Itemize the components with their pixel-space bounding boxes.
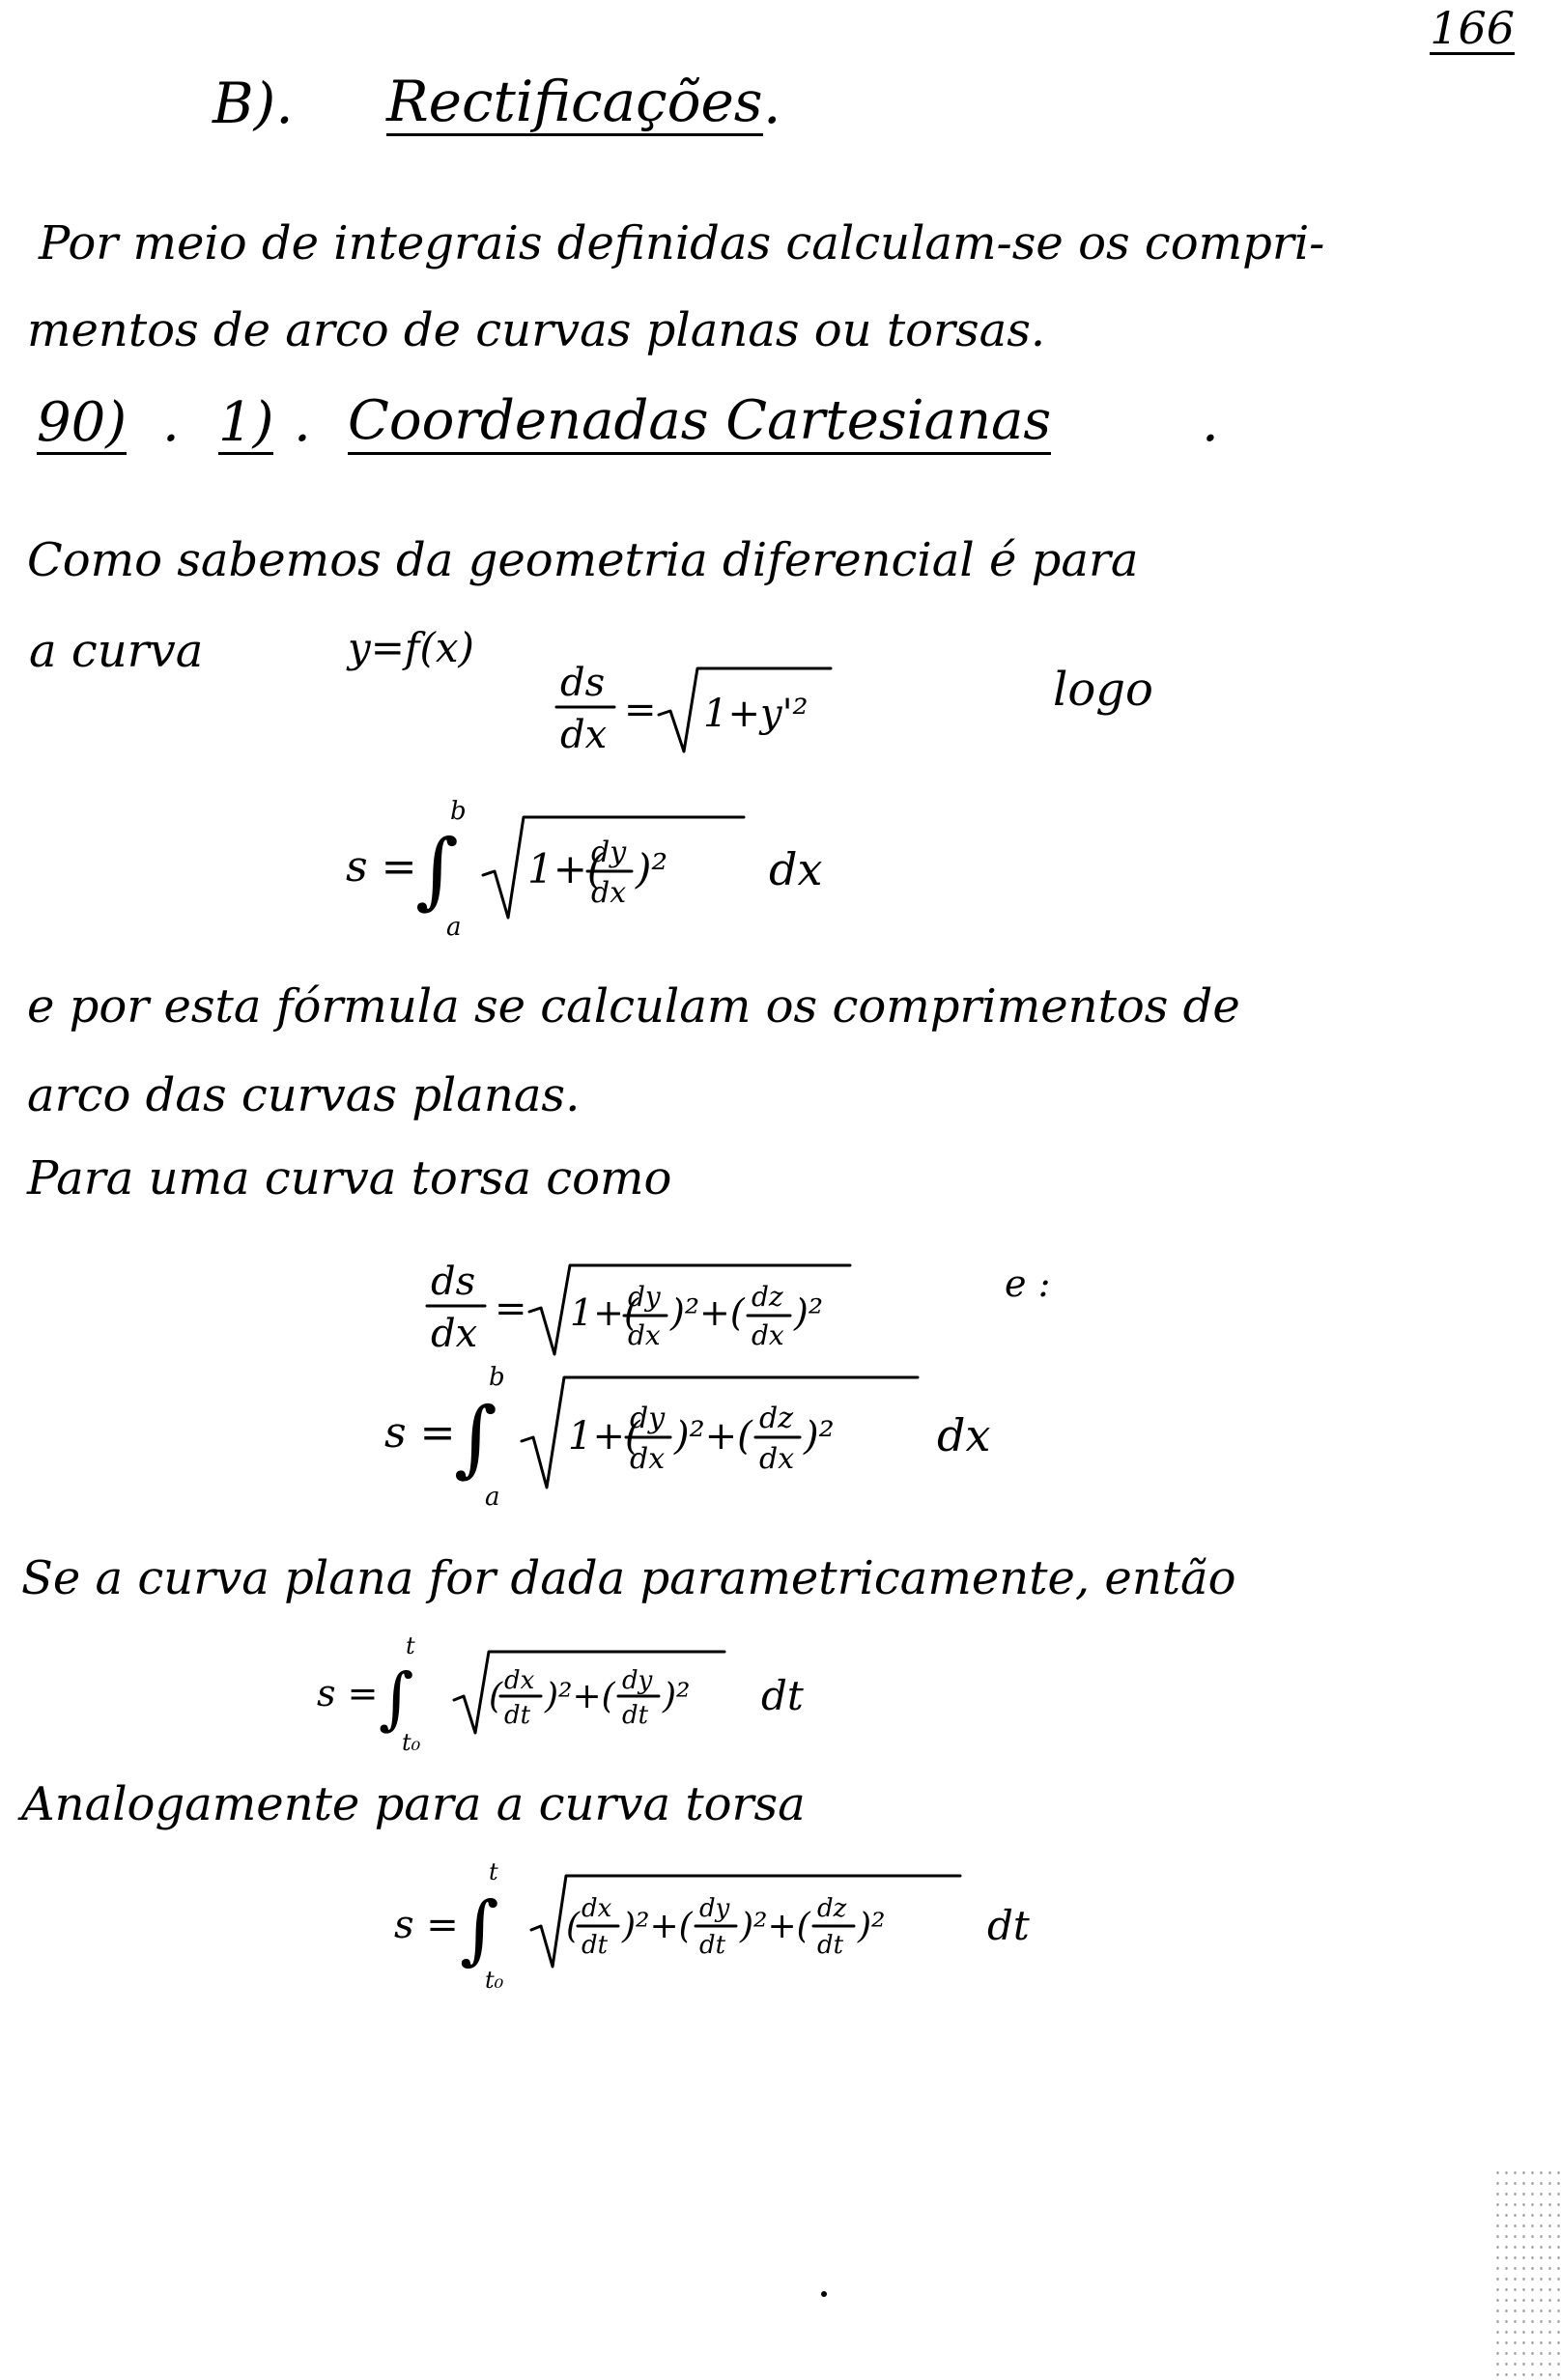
eq4-dx: dx [937,1409,991,1461]
body-line-9: Analogamente para a curva torsa [21,1777,806,1831]
eq3-close: )² [794,1291,824,1334]
eq6-dx: dx [582,1894,612,1923]
eq4-dy: dy [630,1402,666,1435]
eq2-dy: dy [591,836,627,869]
eq3-dz: dz [752,1281,783,1313]
eq4-dx1: dx [630,1442,666,1476]
eq4-lower: a [485,1483,500,1512]
eq6-dy: dy [699,1894,730,1923]
eq5-lhs: s = [317,1672,379,1714]
eq3-mid: )²+( [670,1291,745,1334]
body-line-4-logo: logo [1053,663,1153,717]
eq2-dx-den: dx [591,876,627,910]
eq4-lhs: s = [384,1408,456,1458]
section-title-dot: . [763,71,781,136]
intro-line-1: Por meio de integrais definidas calculam-se os compri- [39,216,1325,270]
eq1-radicand: 1+y'² [703,692,809,736]
eq6-open: ( [566,1907,581,1946]
eq5-mid: )²+( [545,1677,615,1716]
eq5-lower: t₀ [402,1729,421,1756]
eq6-dt3: dt [817,1931,844,1960]
eq3-dx2: dx [752,1319,784,1351]
eq4-upper: b [489,1363,505,1392]
subsection-dot-2: . [294,391,311,454]
scan-noise [1493,2168,1561,2380]
eq5-open: ( [489,1677,503,1716]
subsection-title-dot: . [1202,391,1219,454]
eq4-dx2: dx [759,1442,795,1476]
eq5-close: )² [663,1677,691,1716]
eq3-dx1: dx [628,1319,661,1351]
curve-definition: y=f(x) [348,624,474,671]
body-line-3: Como sabemos da geometria diferencial é para [27,533,1139,587]
eq4-integral-sign: ∫ [454,1390,497,1487]
subsection-number: 90) [37,391,128,454]
body-line-4-curve: a curva [29,624,204,678]
subsection-index: 1) [218,391,274,454]
eq2-lhs: s = [346,842,417,892]
eq6-integral-sign: ∫ [460,1886,499,1973]
body-line-6: arco das curvas planas. [27,1068,581,1122]
eq3-equals: = [495,1287,527,1331]
eq5-integral-sign: ∫ [379,1658,414,1738]
eq5-dx: dx [504,1666,535,1695]
eq2-dx: dx [769,843,823,895]
eq1-equals: = [624,688,657,732]
eq3-note: e : [1005,1262,1051,1305]
ink-speck [821,2291,827,2297]
eq3-fraction-num: ds [431,1260,476,1304]
eq5-upper: t [406,1632,415,1659]
body-line-8: Se a curva plana for dada parametricamente, então [21,1551,1236,1605]
equation-4 [377,1352,1072,1516]
eq6-dt2: dt [699,1931,726,1960]
eq2-upper: b [450,797,467,826]
eq5-dt1: dt [504,1701,531,1730]
eq5-dy: dy [622,1666,653,1695]
eq2-one-plus: 1+( [527,845,604,892]
equation-2 [338,792,937,947]
eq1-fraction-den: dx [560,713,608,757]
eq1-fraction-num: ds [560,661,606,705]
eq4-one-plus: 1+( [568,1414,640,1459]
section-title: Rectificações [386,69,763,134]
eq6-dt: dt [987,1902,1030,1949]
eq3-dy: dy [628,1281,661,1313]
eq4-mid: )²+( [674,1414,752,1459]
eq6-lower: t₀ [485,1967,504,1994]
eq6-lhs: s = [394,1903,459,1947]
equation-6 [386,1855,1082,1999]
eq4-dz: dz [759,1402,794,1435]
eq6-mid2: )²+( [740,1907,810,1946]
eq6-upper: t [489,1858,498,1885]
eq6-dt1: dt [582,1931,609,1960]
eq6-mid1: )²+( [622,1907,693,1946]
eq3-fraction-den: dx [431,1312,478,1356]
eq5-dt: dt [761,1672,804,1719]
subsection-dot-1: . [162,391,180,454]
eq2-integral-sign: ∫ [415,822,459,919]
eq6-dz: dz [817,1894,847,1923]
page-number: 166 [1430,2,1515,54]
eq5-dt2: dt [622,1701,649,1730]
intro-line-2: mentos de arco de curvas planas ou torsas. [27,303,1046,357]
eq2-lower: a [446,913,462,942]
section-label: B). [213,71,294,136]
equation-1 [551,647,879,763]
equation-5 [309,1632,908,1758]
eq6-close: )² [858,1907,886,1946]
subsection-title: Coordenadas Cartesianas [348,394,1051,455]
eq3-one-plus: 1+( [570,1291,639,1334]
body-line-7: Para uma curva torsa como [27,1151,672,1205]
body-line-5: e por esta fórmula se calculam os comprimentos de [27,979,1240,1034]
eq2-close: )² [636,845,668,892]
eq4-close: )² [804,1414,835,1459]
